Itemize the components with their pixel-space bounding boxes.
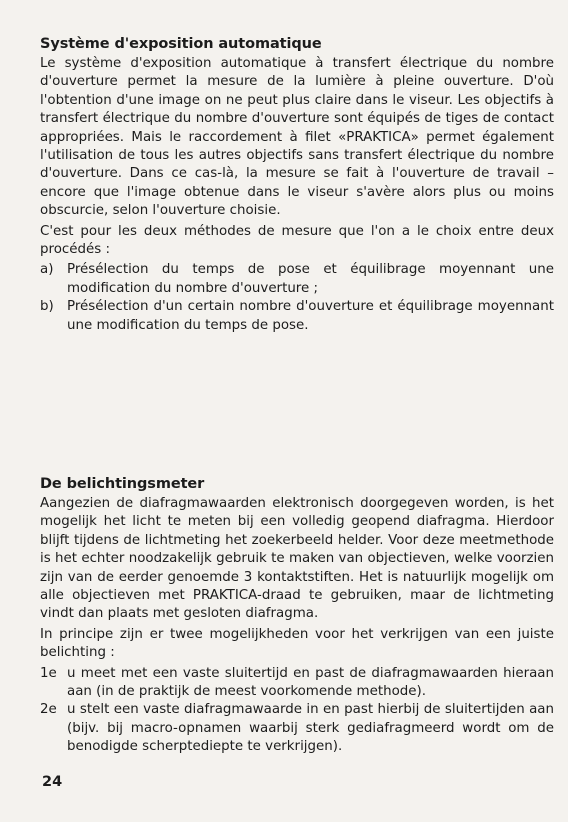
list-item xyxy=(40,665,554,702)
list-marker: b) xyxy=(40,299,54,315)
section-heading: De belichtingsmeter xyxy=(40,476,205,492)
body-paragraph: Aangezien de diafragmawaarden elektronisch doorgegeven worden, is het mogelijk het licht te meten bij een volledig geopend diafragma. Hierdoor blijft tijdens de lichtmeting het zoekerbeeld helder. Voor deze meetmethode is het echter noodzakelijk gebruik te maken van objectieven, welke voorzien zijn van de eerder genoemde 3 kontaktstiften. Het is natuurlijk mogelijk om alle objectieven met PRAKTICA-draad te gebruiken, maar de lichtmeting vindt dan plaats met gesloten diafragma. xyxy=(40,496,554,622)
section-belichtingsmeter xyxy=(40,476,554,757)
list-item-text: u stelt een vaste diafragmawaarde in en past hierbij de sluitertijden aan (bijv. bij macro-opnamen waarbij sterk gediafragmeerd wordt om de benodigde scherptediepte te verkrijgen). xyxy=(67,702,554,755)
procedure-list xyxy=(40,261,554,335)
list-item-text: u meet met een vaste sluitertijd en past de diafragmawaarden hieraan aan (in de praktijk de meest voorkomende methode). xyxy=(67,665,554,700)
list-item-text: Présélection du temps de pose et équilibrage moyennant une modification du nombre d'ouverture ; xyxy=(67,262,554,296)
list-marker: 1e xyxy=(40,665,57,681)
list-item xyxy=(40,701,554,756)
list-item xyxy=(40,261,554,298)
procedure-list xyxy=(40,665,554,757)
body-paragraph: In principe zijn er twee mogelijkheden voor het verkrijgen van een juiste belichting : xyxy=(40,626,554,661)
body-paragraph: C'est pour les deux méthodes de mesure que l'on a le choix entre deux procédés : xyxy=(40,223,554,258)
section-exposition-automatique xyxy=(40,36,554,335)
page-number: 24 xyxy=(42,774,63,790)
list-marker: a) xyxy=(40,262,54,278)
body-paragraph: Le système d'exposition automatique à transfert électrique du nombre d'ouverture permet la mesure de la lumière à pleine ouverture. D'où l'obtention d'une image on ne peut plus claire dans le viseur. Les objectifs à transfert électrique du nombre d'ouverture sont équipés de tiges de contact appropriées. Mais le raccordement à filet «PRAKTICA» permet également l'utilisation de tous les autres objectifs sans transfert électrique du nombre d'ouverture. Dans ce cas-là, la mesure se fait à l'ouverture de travail – encore que l'image obtenue dans le viseur s'avère alors plus ou moins obscurcie, selon l'ouverture choisie. xyxy=(40,56,554,219)
list-marker: 2e xyxy=(40,702,57,718)
section-heading: Système d'exposition automatique xyxy=(40,36,322,52)
list-item-text: Présélection d'un certain nombre d'ouverture et équilibrage moyennant une modification du temps de pose. xyxy=(67,299,554,333)
list-item xyxy=(40,298,554,335)
